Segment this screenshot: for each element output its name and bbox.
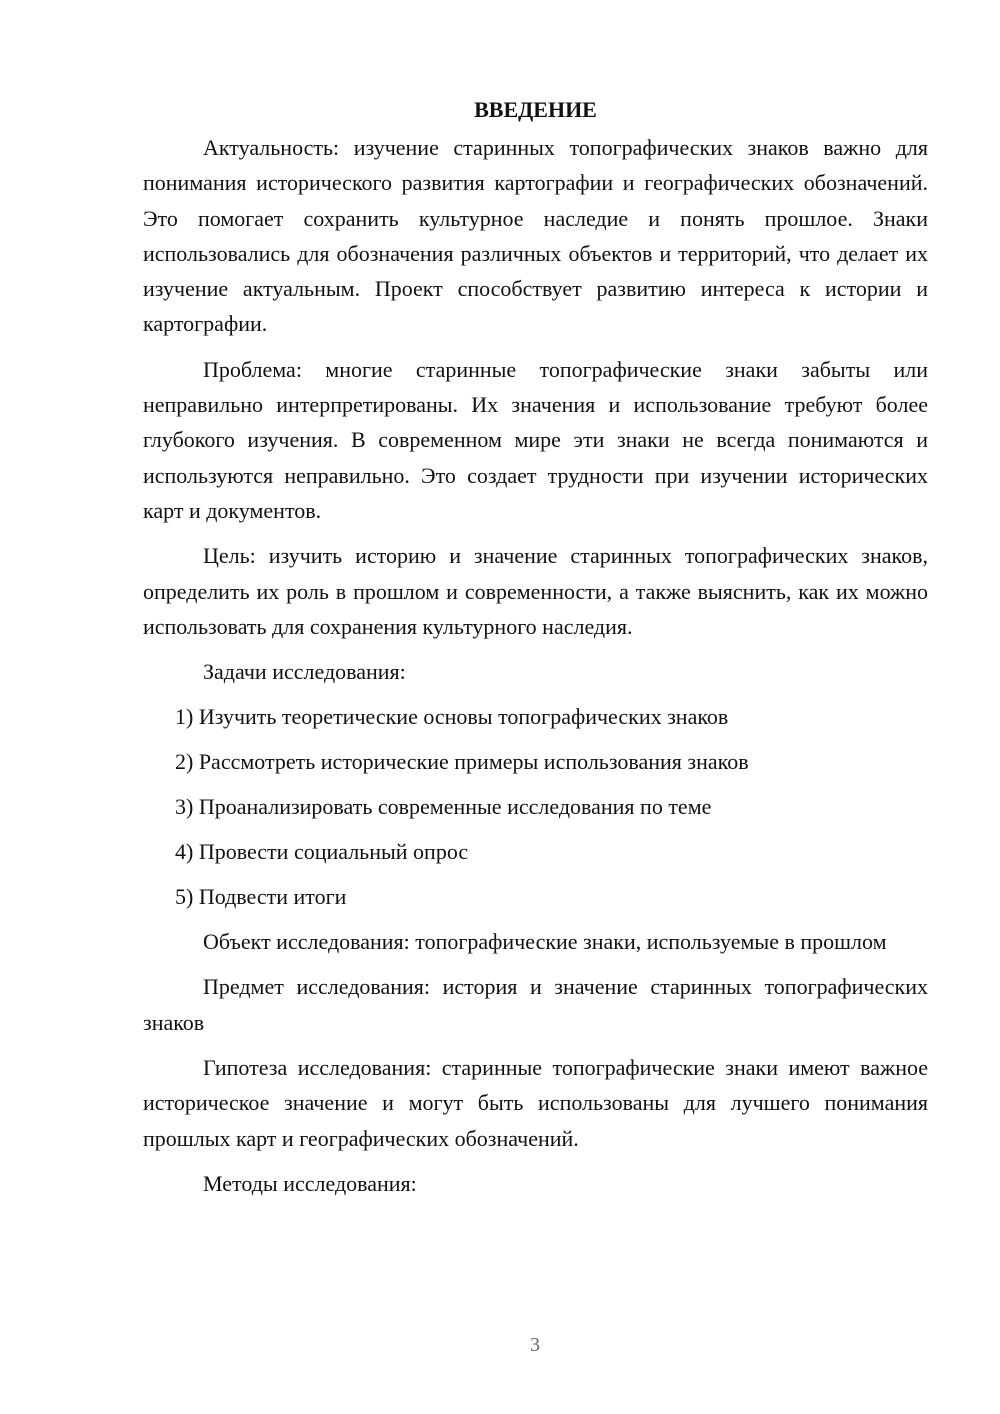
task-item: 3) Проанализировать современные исследования по теме (175, 794, 712, 820)
problem-paragraph: Проблема: многие старинные топографические знаки забыты или неправильно интерпретированы. Их значения и использование требуют более глубокого изучения. В современном мире эти знаки не всегда понимаются и используются неправильно. Это создает трудности при изучении исторических карт и документов. (143, 356, 928, 523)
page-title: ВВЕДЕНИЕ (474, 97, 597, 122)
task-item: 4) Провести социальный опрос (175, 839, 469, 865)
goal-paragraph: Цель: изучить историю и значение старинных топографических знаков, определить их роль в прошлом и современности, а также выяснить, как их можно использовать для сохранения культурного наследия. (143, 543, 928, 639)
task-item: 2) Рассмотреть исторические примеры использования знаков (175, 749, 749, 775)
object-paragraph: Объект исследования: топографические знаки, используемые в прошлом (203, 929, 887, 955)
task-item: 5) Подвести итоги (175, 884, 347, 910)
methods-heading: Методы исследования: (203, 1170, 417, 1196)
page-content (143, 92, 928, 1211)
relevance-paragraph: Актуальность: изучение старинных топографических знаков важно для понимания исторического развития картографии и географических обозначений. Это помогает сохранить культурное наследие и понять прошлое. Знаки использовались для обозначения различных объектов и территорий, что делает их изучение актуальным. Проект способствует развитию интереса к истории и картографии. (143, 135, 928, 337)
tasks-heading: Задачи исследования: (203, 659, 406, 685)
hypothesis-paragraph: Гипотеза исследования: старинные топографические знаки имеют важное историческое значение и могут быть использованы для лучшего понимания прошлых карт и географических обозначений. (143, 1055, 928, 1151)
task-item: 1) Изучить теоретические основы топографических знаков (175, 704, 729, 730)
page-number: 3 (530, 1334, 540, 1356)
subject-paragraph: Предмет исследования: история и значение старинных топографических знаков (143, 974, 928, 1035)
